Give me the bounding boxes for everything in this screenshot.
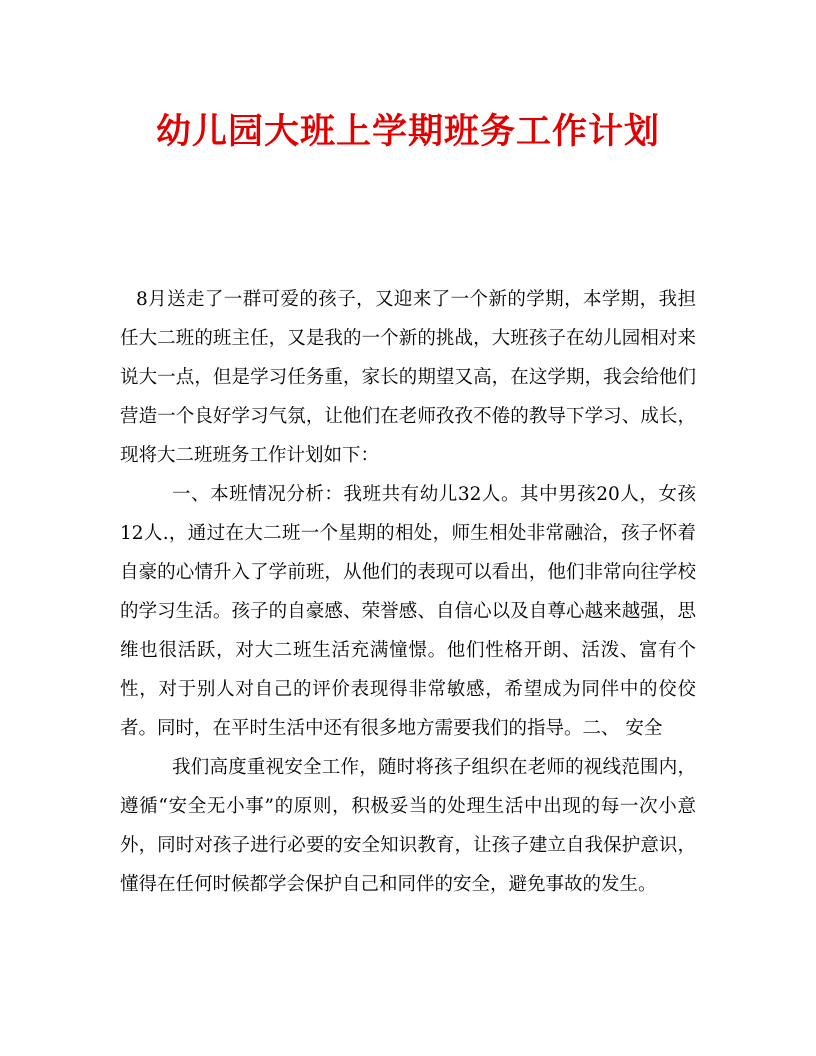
document-title: 幼儿园大班上学期班务工作计划 bbox=[155, 111, 660, 152]
paragraph-class-analysis: 一、本班情况分析：我班共有幼儿32人。其中男孩20人，女孩12人.，通过在大二班一个星期的相处，师生相处非常融洽，孩子怀着自豪的心情升入了学前班，从他们的表现可以看出，他们非常向往学校的学习生活。孩子的自豪感、荣誉感、自信心以及自尊心越来越强，思维也很活跃，对大二班生活充满憧憬。他们性格开朗、活泼、富有个性，对于别人对自己的评价表现得非常敏感，希望成为同伴中的佼佼者。同时，在平时生活中还有很多地方需要我们的指导。二、 安全 bbox=[120, 484, 696, 739]
paragraph-intro: 8月送走了一群可爱的孩子，又迎来了一个新的学期，本学期，我担任大二班的班主任，又是我的一个新的挑战，大班孩子在幼儿园相对来说大一点，但是学习任务重，家长的期望又高，在这学期，我会给他们营造一个良好学习气氛，让他们在老师孜孜不倦的教导下学习、成长，现将大二班班务工作计划如下： bbox=[120, 289, 696, 466]
document-body bbox=[120, 280, 696, 904]
paragraph-safety: 我们高度重视安全工作，随时将孩子组织在老师的视线范围内，遵循“安全无小事”的原则，积极妥当的处理生活中出现的每一次小意外，同时对孩子进行必要的安全知识教育，让孩子建立自我保护意识，懂得在任何时候都学会保护自己和同伴的安全，避免事故的发生。 bbox=[120, 757, 696, 895]
